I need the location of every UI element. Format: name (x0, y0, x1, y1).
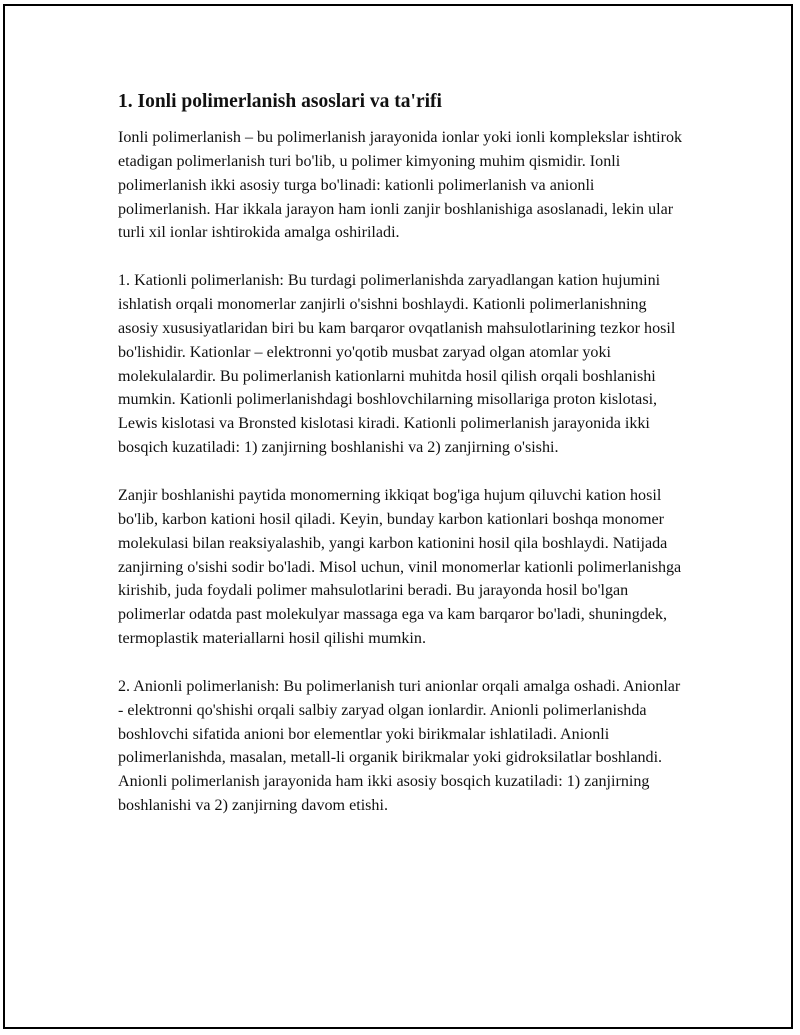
section-title: 1. Ionli polimerlanish asoslari va ta'rifi (118, 91, 442, 112)
paragraph-cationic: 1. Kationli polimerlanish: Bu turdagi polimerlanishda zaryadlangan kation hujumini ishlatish orqali monomerlar zanjirli o'sishni boshlaydi. Kationli polimerlanishning asosiy xususiyatlaridan biri bu kam barqaror ovqatlanish mahsulotlarining tezkor hosil bo'lishidir. Kationlar – elektronni yo'qotib musbat zaryad olgan atomlar yoki molekulalardir. Bu polimerlanish kationlarni muhitda hosil qilish orqali boshlanishi mumkin. Kationli polimerlanishdagi boshlovchilarning misollariga proton kislotasi, Lewis kislotasi va Bronsted kislotasi kiradi. Kationli polimerlanish jarayonida ikki bosqich kuzatiladi: 1) zanjirning boshlanishi va 2) zanjirning o'sishi. (118, 272, 676, 457)
paragraph-chain-initiation: Zanjir boshlanishi paytida monomerning ikkiqat bog'iga hujum qiluvchi kation hosil bo'lib, karbon kationi hosil qiladi. Keyin, bunday karbon kationlari boshqa monomer molekulasi bilan reaksiyalashib, yangi karbon kationini hosil qila boshlaydi. Natijada zanjirning o'sishi sodir bo'ladi. Misol uchun, vinil monomerlar kationli polimerlanishga kirishib, juda foydali polimer mahsulotlarini beradi. Bu jarayonda hosil bo'lgan polimerlar odatda past molekulyar massaga ega va kam barqaror bo'ladi, shuningdek, termoplastik materiallarni hosil qilishi mumkin. (118, 486, 682, 648)
document-body (118, 90, 688, 842)
paragraph-intro: Ionli polimerlanish – bu polimerlanish jarayonida ionlar yoki ionli komplekslar ishtirok etadigan polimerlanish turi bo'lib, u polimer kimyoning muhim qismidir. Ionli polimerlanish ikki asosiy turga bo'linadi: kationli polimerlanish va anionli polimerlanish. Har ikkala jarayon ham ionli zanjir boshlanishiga asoslanadi, lekin ular turli xil ionlar ishtirokida amalga oshiriladi. (118, 129, 683, 242)
paragraph-anionic: 2. Anionli polimerlanish: Bu polimerlanish turi anionlar orqali amalga oshadi. Anionlar - elektronni qo'shishi orqali salbiy zaryad olgan ionlardir. Anionli polimerlanishda boshlovchi sifatida anioni bor elementlar yoki birikmalar ishlatiladi. Anionli polimerlanishda, masalan, metall-li organik birikmalar yoki gidroksilatlar boshlandi. Anionli polimerlanish jarayonida ham ikki asosiy bosqich kuzatiladi: 1) zanjirning boshlanishi va 2) zanjirning davom etishi. (118, 677, 681, 815)
